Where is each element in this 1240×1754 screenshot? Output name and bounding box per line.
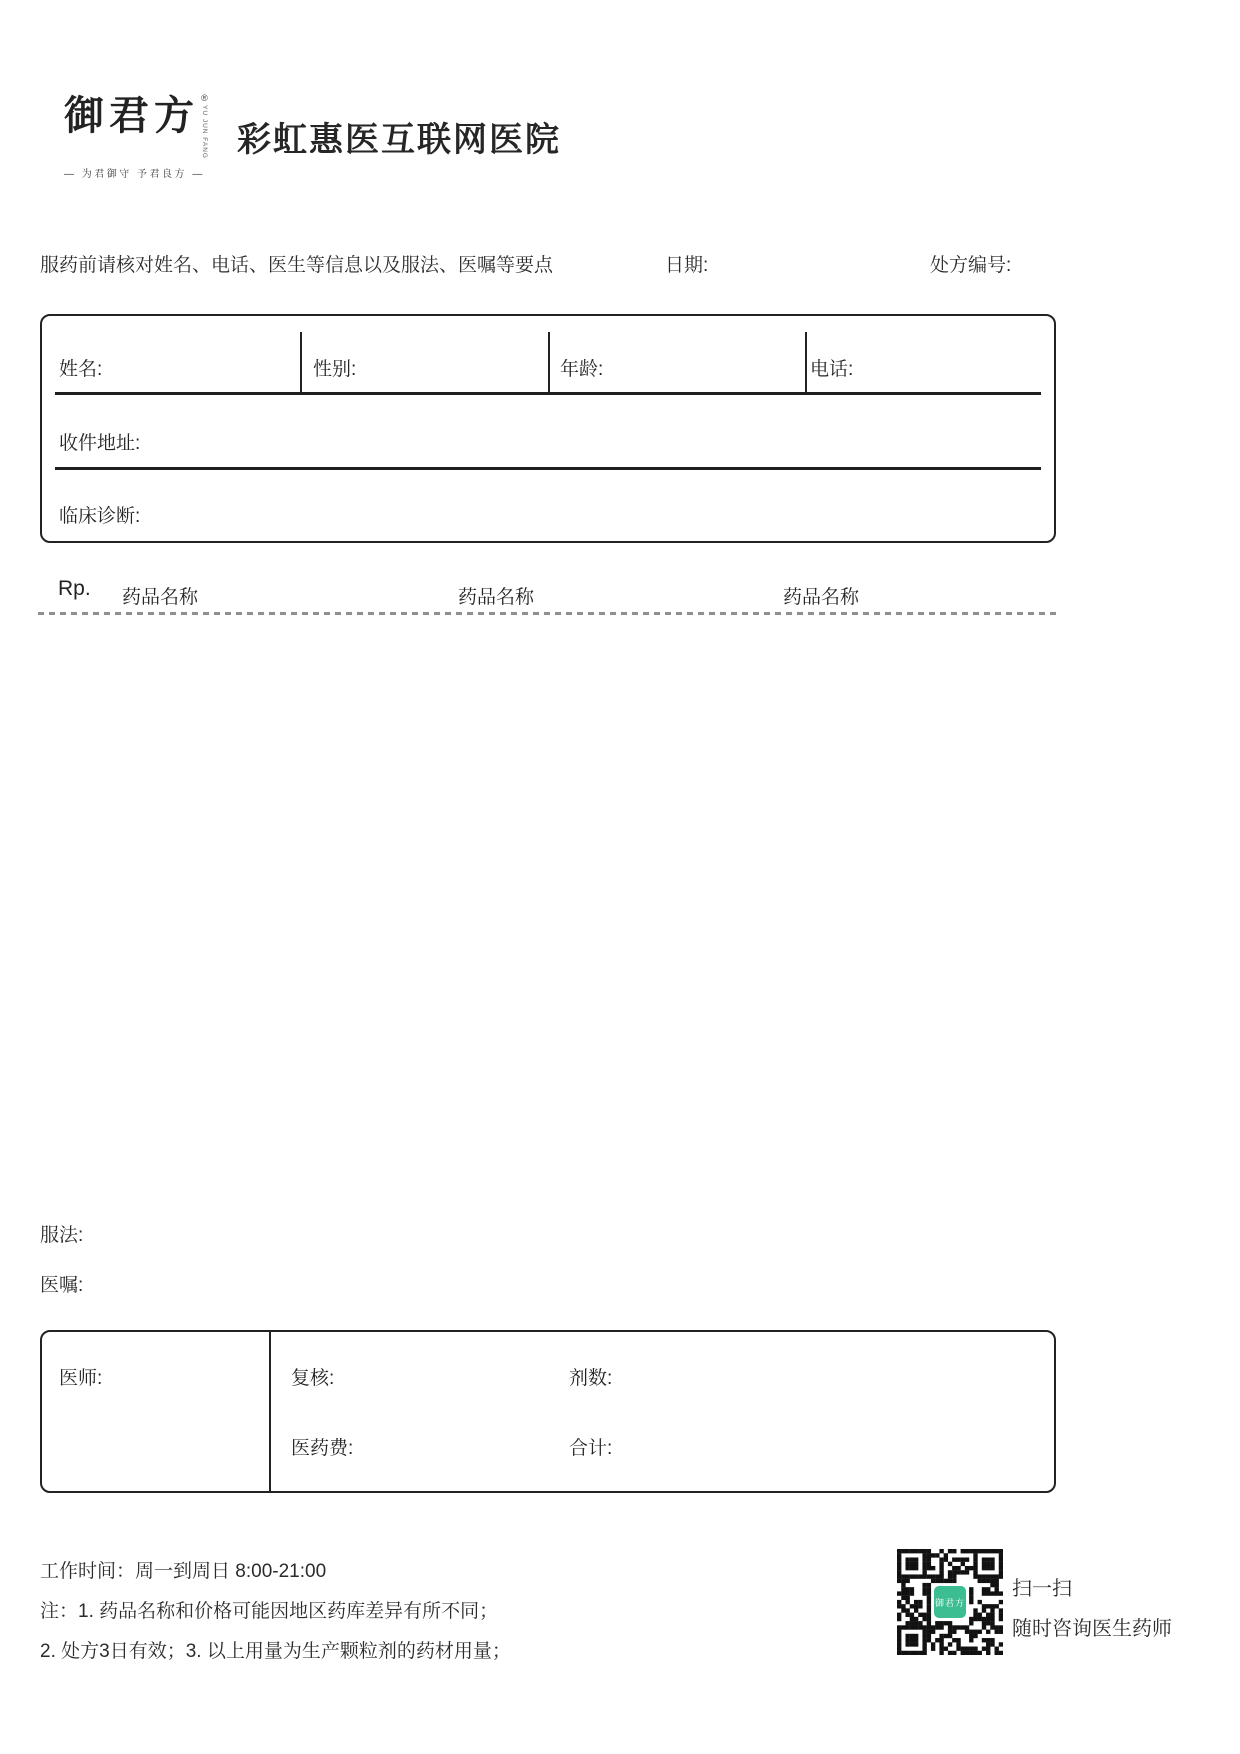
- brand-logo: [64, 94, 208, 180]
- patient-info-box: [40, 314, 1056, 543]
- drug-name-column-header: 药品名称: [458, 587, 535, 608]
- clinical-diagnosis-label: 临床诊断:: [59, 506, 141, 527]
- verification-notice: 服药前请核对姓名、电话、医生等信息以及服法、医嘱等要点: [40, 255, 554, 276]
- hospital-title: 彩虹惠医互联网医院: [237, 121, 561, 159]
- row-divider: [55, 467, 1041, 470]
- drug-name-column-header: 药品名称: [122, 587, 199, 608]
- column-divider: [269, 1332, 271, 1491]
- registered-trademark-icon: ®: [201, 93, 208, 103]
- patient-gender-label: 性别:: [313, 359, 357, 380]
- qr-center-logo: [932, 1584, 968, 1620]
- row-divider: [55, 392, 1041, 395]
- brand-logo-vertical-text: YU JUN FANG: [201, 105, 208, 159]
- dose-count-label: 剂数:: [569, 1368, 613, 1389]
- rp-label: Rp.: [58, 577, 91, 600]
- usage-method-label: 服法:: [40, 1225, 84, 1246]
- note-line-1: 注：1. 药品名称和价格可能因地区药库差异有所不同；: [40, 1601, 499, 1622]
- note-line-2: 2. 处方3日有效；3. 以上用量为生产颗粒剂的药材用量；: [40, 1641, 511, 1662]
- prescription-number-label: 处方编号:: [930, 255, 1012, 276]
- shipping-address-label: 收件地址:: [59, 433, 141, 454]
- physician-label: 医师:: [59, 1368, 103, 1389]
- review-label: 复核:: [291, 1368, 335, 1389]
- brand-logo-text: 御君方: [64, 92, 199, 139]
- dashed-separator: [38, 612, 1060, 615]
- patient-age-label: 年龄:: [560, 359, 604, 380]
- scan-qr-label: 扫一扫: [1012, 1578, 1072, 1600]
- qr-center-logo-text: 御君方: [934, 1597, 965, 1608]
- column-divider: [300, 332, 302, 394]
- qr-code: [897, 1549, 1003, 1655]
- work-hours-text: 工作时间：周一到周日 8:00-21:00: [40, 1561, 327, 1582]
- patient-phone-label: 电话:: [810, 359, 854, 380]
- total-label: 合计:: [569, 1438, 613, 1459]
- column-divider: [548, 332, 550, 394]
- scan-qr-subtext: 随时咨询医生药师: [1012, 1618, 1172, 1640]
- drug-name-column-header: 药品名称: [783, 587, 860, 608]
- medical-fee-label: 医药费:: [291, 1438, 354, 1459]
- date-label: 日期:: [665, 255, 709, 276]
- brand-tagline: — 为君御守 予君良方 —: [64, 168, 205, 180]
- column-divider: [805, 332, 807, 394]
- patient-name-label: 姓名:: [59, 359, 103, 380]
- doctor-advice-label: 医嘱:: [40, 1275, 84, 1296]
- signoff-box: [40, 1330, 1056, 1493]
